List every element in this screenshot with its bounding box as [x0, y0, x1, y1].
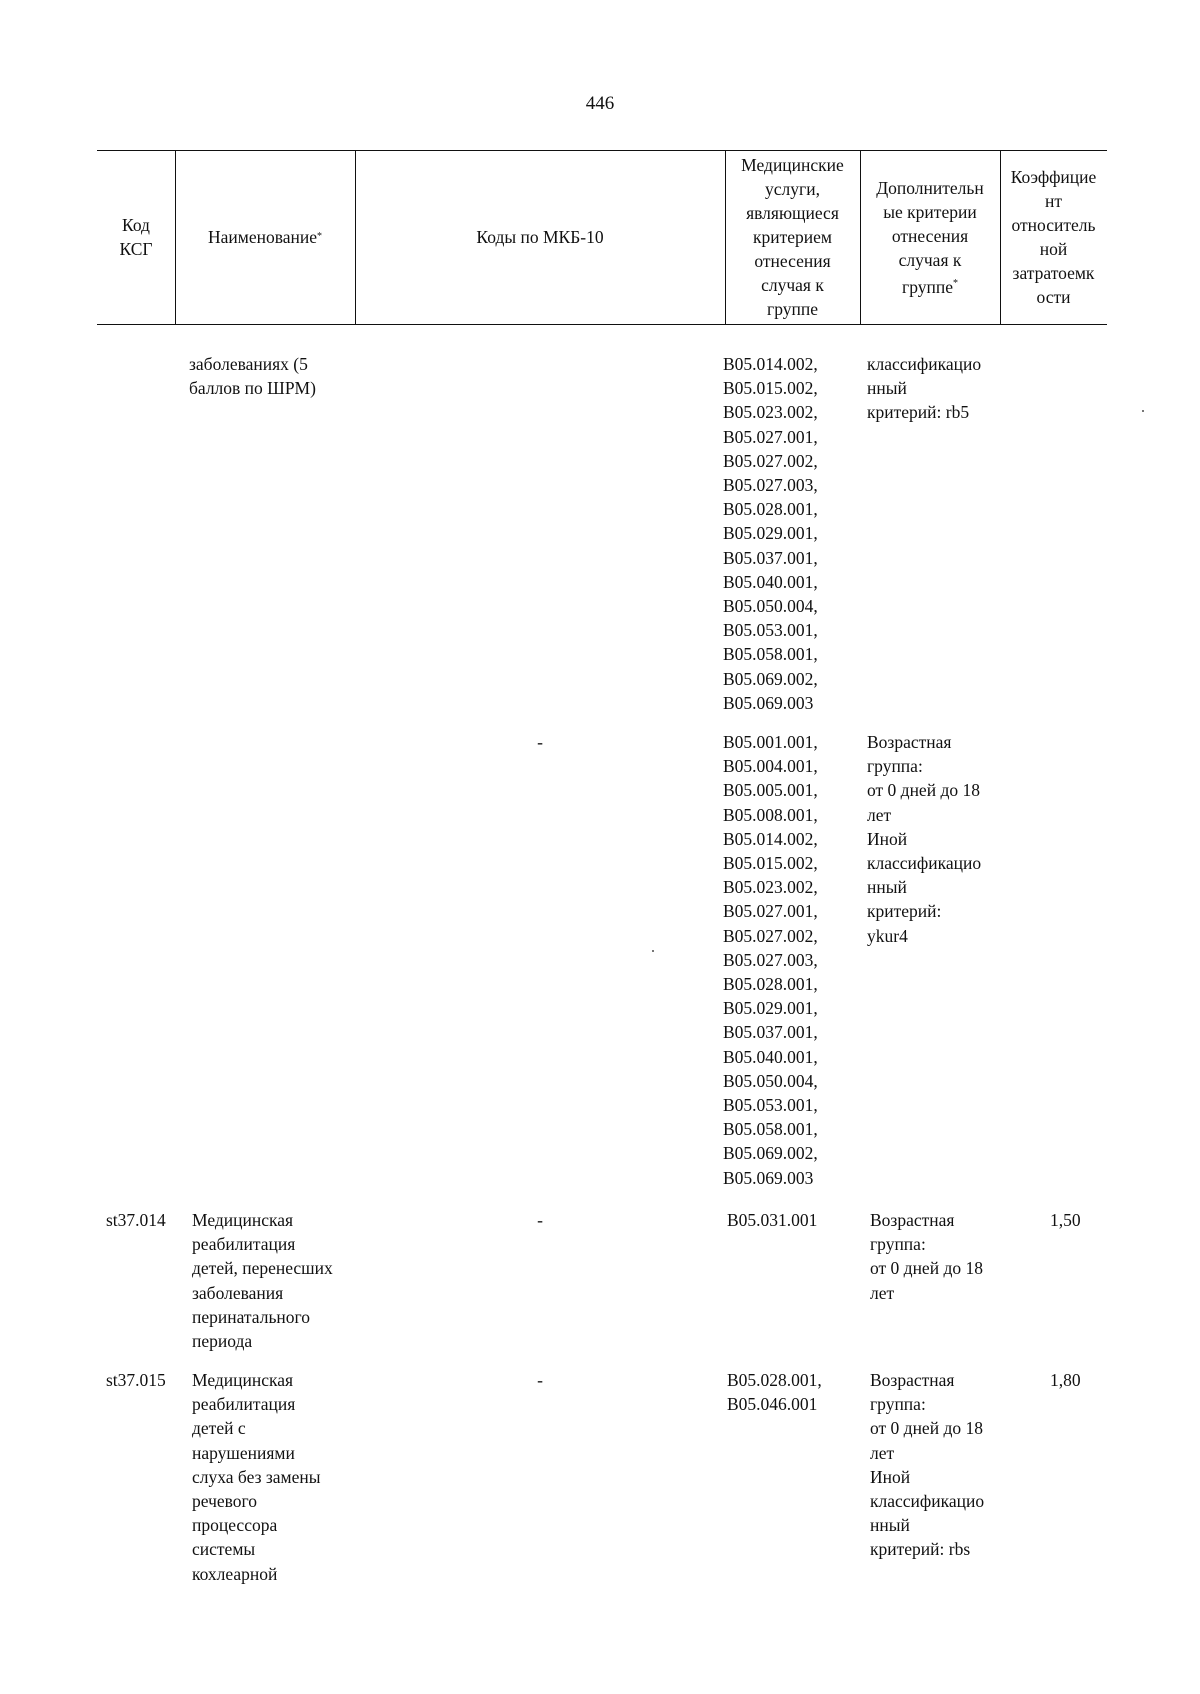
header-ksg-code: Код КСГ [119, 215, 153, 259]
page-number: 446 [585, 93, 615, 114]
row-services: B05.028.001, B05.046.001 [727, 1370, 822, 1415]
header-coefficient: Коэффицие нт относитель ной затратоемк ости [1010, 167, 1097, 307]
scan-speck [652, 950, 654, 952]
row-name: заболеваниях (5 баллов по ШРМ) [189, 354, 316, 399]
header-medical-services: Медицинские услуги, являющиеся критерием отнесения случая к группе [741, 155, 844, 319]
scan-speck [1142, 410, 1144, 412]
row-name: Медицинская реабилитация детей с нарушениями слуха без замены речевого процессора системы кохлеарной [192, 1370, 321, 1584]
row-code: st37.014 [106, 1210, 166, 1230]
header-name [175, 150, 355, 324]
row-coefficient: 1,80 [1050, 1370, 1081, 1390]
asterisk-mark: * [952, 277, 958, 289]
header-mkb-codes: Коды по МКБ-10 [476, 227, 604, 247]
row-mkb: - [537, 732, 543, 752]
row-mkb: - [537, 1370, 543, 1390]
header-criteria-label: Дополнительн ые критерии отнесения случая к группе [876, 177, 984, 297]
asterisk-mark: * [317, 231, 323, 242]
row-services: B05.001.001, B05.004.001, B05.005.001, B05.008.001, B05.014.002, B05.015.002, B05.023.002, B05.027.001, B05.027.002, B05.027.003, B05.028.001, B05.029.001, B05.037.001, B05.040.001, B05.050.004, B05.053.001, B05.058.001, B05.069.002, B05.069.003 [723, 732, 818, 1188]
row-name: Медицинская реабилитация детей, перенесших заболевания перинатального периода [192, 1210, 333, 1352]
row-services: B05.014.002, B05.015.002, B05.023.002, B05.027.001, B05.027.002, B05.027.003, B05.028.001, B05.029.001, B05.037.001, B05.040.001, B05.050.004, B05.053.001, B05.058.001, B05.069.002, B05.069.003 [723, 354, 818, 713]
header-name-label: Наименование [207, 227, 318, 247]
row-mkb: - [537, 1210, 543, 1230]
row-code: st37.015 [106, 1370, 166, 1390]
table-header [97, 150, 1107, 325]
row-coefficient: 1,50 [1050, 1210, 1081, 1230]
row-criteria: Возрастная группа: от 0 дней до 18 лет Иной классификацио нный критерий: rbs [870, 1370, 985, 1560]
row-services: B05.031.001 [727, 1210, 818, 1230]
row-criteria: Возрастная группа: от 0 дней до 18 лет [870, 1210, 983, 1303]
row-criteria: Возрастная группа: от 0 дней до 18 лет Иной классификацио нный критерий: ykur4 [867, 732, 982, 946]
row-criteria: классификацио нный критерий: rb5 [867, 354, 982, 423]
header-additional-criteria [860, 150, 1000, 324]
header-bottom-rule [97, 324, 1107, 325]
